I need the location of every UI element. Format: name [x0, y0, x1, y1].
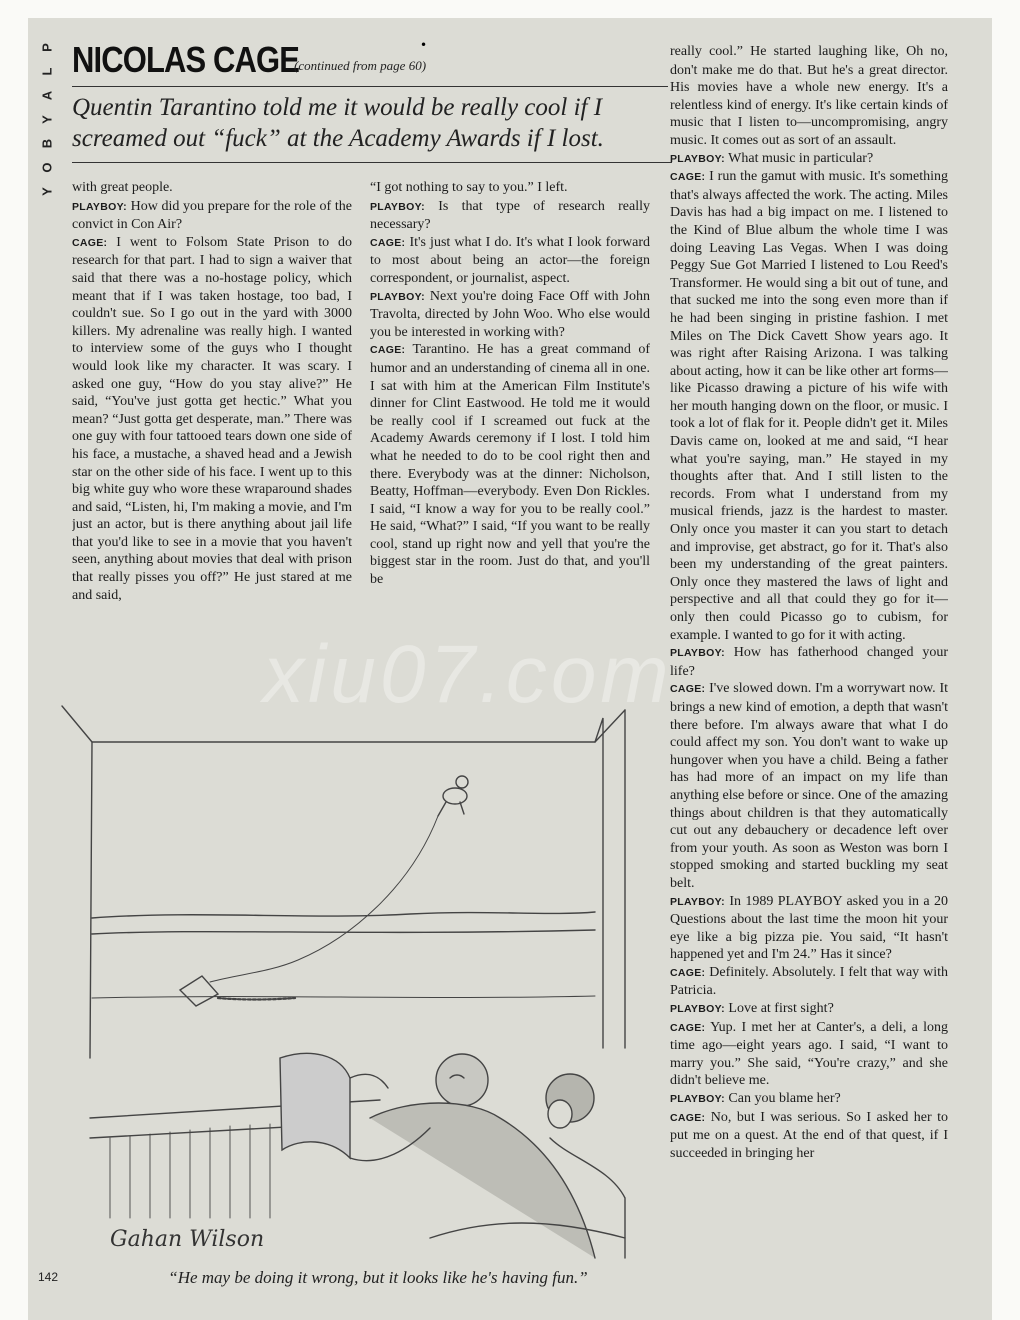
pull-quote: Quentin Tarantino told me it would be really cool if I screamed out “fuck” at the Academy Awards if I lost.: [72, 92, 672, 163]
paragraph: [670, 893, 948, 964]
paragraph-text: Definitely. Absolutely. I felt that way with Patricia.: [670, 964, 948, 999]
cartoon-illustration: [50, 698, 648, 1263]
sidebar-letter: Y: [39, 187, 55, 196]
speaker: CAGE:: [670, 1111, 706, 1124]
dot-ornament: •: [420, 38, 428, 52]
paragraph-text: It's just what I do. It's what I look forward to most about being an actor—the foreign correspondent, or journalist, aspect.: [370, 234, 650, 286]
paragraph-text: “I got nothing to say to you.” I left.: [370, 180, 568, 195]
paragraph: [670, 1000, 948, 1019]
paragraph: [370, 179, 650, 198]
paragraph: [670, 644, 948, 680]
speaker: PLAYBOY:: [670, 895, 725, 908]
speaker: CAGE:: [72, 236, 108, 249]
paragraph-text: What music in particular?: [728, 150, 874, 166]
flying-man-icon: [443, 788, 467, 804]
paragraph: [670, 150, 948, 169]
paragraph: [72, 234, 352, 604]
speaker: CAGE:: [670, 1021, 706, 1034]
sidebar-letter: O: [39, 162, 55, 173]
magazine-sidebar: [38, 40, 56, 208]
text-column-3: [670, 43, 948, 1305]
paragraph: [670, 964, 948, 1000]
man-head-icon: [436, 1054, 488, 1106]
paragraph: [370, 341, 650, 588]
paragraph: [370, 288, 650, 342]
paragraph-text: Is that type of research really necessary?: [370, 198, 650, 233]
watermark-text: xiu07.com: [263, 629, 673, 720]
paragraph-text: In 1989 PLAYBOY asked you in a 20 Questions about the last time the moon hit your eye like a big pizza pie. You said, “It hasn't happened yet and I'm 24.” Has it since?: [670, 893, 948, 963]
paragraph: [670, 1019, 948, 1090]
horizon-line: [92, 912, 595, 918]
paragraph: [670, 1109, 948, 1163]
speaker: CAGE:: [670, 683, 706, 696]
paragraph-text: Yup. I met her at Canter's, a deli, a long time ago—eight years ago. I said, “I want to marry you.” She said, “You're crazy,” and she didn't believe me.: [670, 1019, 948, 1089]
cartoonist-signature: Gahan Wilson: [110, 1227, 265, 1252]
horizon-line: [92, 930, 595, 934]
paragraph: [72, 179, 352, 198]
paragraph-text: with great people.: [72, 180, 173, 195]
paragraph: [670, 1090, 948, 1109]
newspaper-icon: [280, 1053, 350, 1158]
flying-man-head-icon: [456, 776, 468, 788]
paragraph: [670, 168, 948, 644]
paragraph: [370, 198, 650, 234]
page-number: 142: [38, 1270, 59, 1284]
window-frame-line: [90, 742, 92, 1058]
paragraph: [670, 43, 948, 150]
sidebar-letter: A: [39, 90, 55, 101]
sidebar-letter: Y: [39, 115, 55, 124]
paragraph-text: Love at first sight?: [728, 1001, 834, 1017]
paragraph-text: Tarantino. He has a great command of humor and an understanding of cinema all in one. I sat with him at the American Film Institute's dinner for Clint Eastwood. He told me it would be really cool if I screamed out fuck at the Academy Awards ceremony if I lost. I told him what he needed to do to be cool right then and there. Everybody was at the dinner: Nicholson, Beatty, Hoffman—everybody. Even Don Rickles. I said, “I know a way for you to be really cool.” He said, “What?” I said, “If you want to be really cool, stand up right now and yell that you're the biggest star in the room. Just do that, and you'll be: [370, 342, 650, 588]
sidebar-letter: L: [39, 67, 55, 76]
continued-note: (continued from page 60): [294, 58, 427, 73]
paragraph: [670, 680, 948, 892]
paragraph-text: I've slowed down. I'm a worrywart now. It brings a new kind of emotion, a depth that wasn't there before. I'm always aware that what I do could affect my son. You don't want to wake up hungover when you have a child. Being a father has had more of an impact on my life than anything else before or since. One of the amazing things about children is that they automatically cut out any debauchery or decadence left over from your youth. As soon as Weston was born I stopped smoking and started buckling my seat belt.: [670, 681, 948, 891]
sidebar-letter: P: [39, 43, 55, 52]
article-title: NICOLAS CAGE: [72, 39, 300, 80]
paragraph-text: really cool.” He started laughing like, Oh no, don't make me do that. But he's a great director. His movies have a whole new energy. It's a relentless kind of energy. It's like certain kinds of music that I listen to—uncompromising, angry music. It comes out as sort of an assault.: [670, 44, 948, 148]
paragraph-text: I went to Folsom State Prison to do research for that part. I had to sign a waiver that said that there was a no-hostage policy, which meant that if I was taken hostage, too bad, I couldn't sue. So I go out in the yard with 3000 killers. My adrenaline was really high. I wanted to interview some of the guys who I thought would look like my character. It was scary. I asked one guy, “How do you stay alive?” He said, “You've just gotta get hectic.” What you mean? “Just gotta get desperate, man.” There was one guy with four tattooed tears down one side of his face, a mustache, a shaved head and a Jewish star on the other side of his face. I went up to this big white guy who wore these wraparound shades and said, “Listen, hi, I'm making a movie, and I'm just an actor, but is there anything about jail life that you'd like to see in a movie that you haven't seen, anything about movies that deal with prison that really pisses you off?” He just stared at me and said,: [72, 234, 352, 603]
speaker: PLAYBOY:: [72, 200, 127, 213]
speaker: CAGE:: [670, 966, 706, 979]
paragraph-text: Next you're doing Face Off with John Travolta, directed by John Woo. Who else would you be interested in working with?: [370, 288, 650, 340]
speaker: PLAYBOY:: [670, 647, 725, 660]
speaker: CAGE:: [370, 236, 406, 249]
kite-string: [210, 816, 438, 982]
speaker: PLAYBOY:: [670, 1003, 725, 1016]
paragraph-text: I run the gamut with music. It's something that's always affected the work. The acting. Miles Davis has had a big impact on me. I listened to the Kind of Blue album the whole time I was doing Leaving Las Vegas. When I was doing Peggy Sue Got Married I listened to Lou Reed's Transformer. He would sing a bit out of tune, and that sucked me into the song even more than if he had been singing in pristine fashion. I met Miles on The Dick Cavett Show years ago. It was right after Raising Arizona. I was talking about acting, how it can be like other art forms—like Picasso drawing a picture of his wife with her mouth hanging down on the floor, or music. I took a lot of flak for it. People didn't get it. Miles Davis came on, looked at me and said, “I hear what you're saying, man.” He stayed in my thoughts after that. And I still listen to the records. From what I understand from my musical friends, jazz is the hardest to master. Only once you master it can you start to detach and improvise, get abstract, go for it. That's also been my understanding of the great painters. Only once they mastered the laws of light and perspective and all that could they go for it—only then could Picasso go to cubism, for example. I wanted to go for it with acting.: [670, 169, 948, 643]
text-column-1: [72, 179, 352, 674]
speaker: PLAYBOY:: [670, 1093, 725, 1106]
paragraph: [370, 234, 650, 288]
horizon-line: [92, 996, 595, 998]
sidebar-letter: B: [39, 138, 55, 149]
speaker: PLAYBOY:: [670, 152, 725, 165]
magazine-page: [28, 18, 992, 1320]
paragraph-text: No, but I was serious. So I asked her to put me on a quest. At the end of that quest, if I succeeded in bringing her: [670, 1109, 948, 1161]
paragraph: [72, 198, 352, 234]
paragraph-text: Can you blame her?: [728, 1091, 841, 1107]
kite-icon: [180, 976, 218, 1006]
text-column-2: [370, 179, 650, 674]
window-frame-line: [595, 718, 603, 1048]
cartoon-caption: “He may be doing it wrong, but it looks like he's having fun.”: [168, 1268, 588, 1287]
paragraph-text: How did you prepare for the role of the convict in Con Air?: [72, 198, 352, 233]
article-header: [72, 36, 668, 87]
speaker: CAGE:: [670, 171, 706, 184]
paragraph-text: How has fatherhood changed your life?: [670, 645, 948, 679]
speaker: CAGE:: [370, 344, 406, 357]
speaker: PLAYBOY:: [370, 200, 425, 213]
speaker: PLAYBOY:: [370, 290, 425, 303]
